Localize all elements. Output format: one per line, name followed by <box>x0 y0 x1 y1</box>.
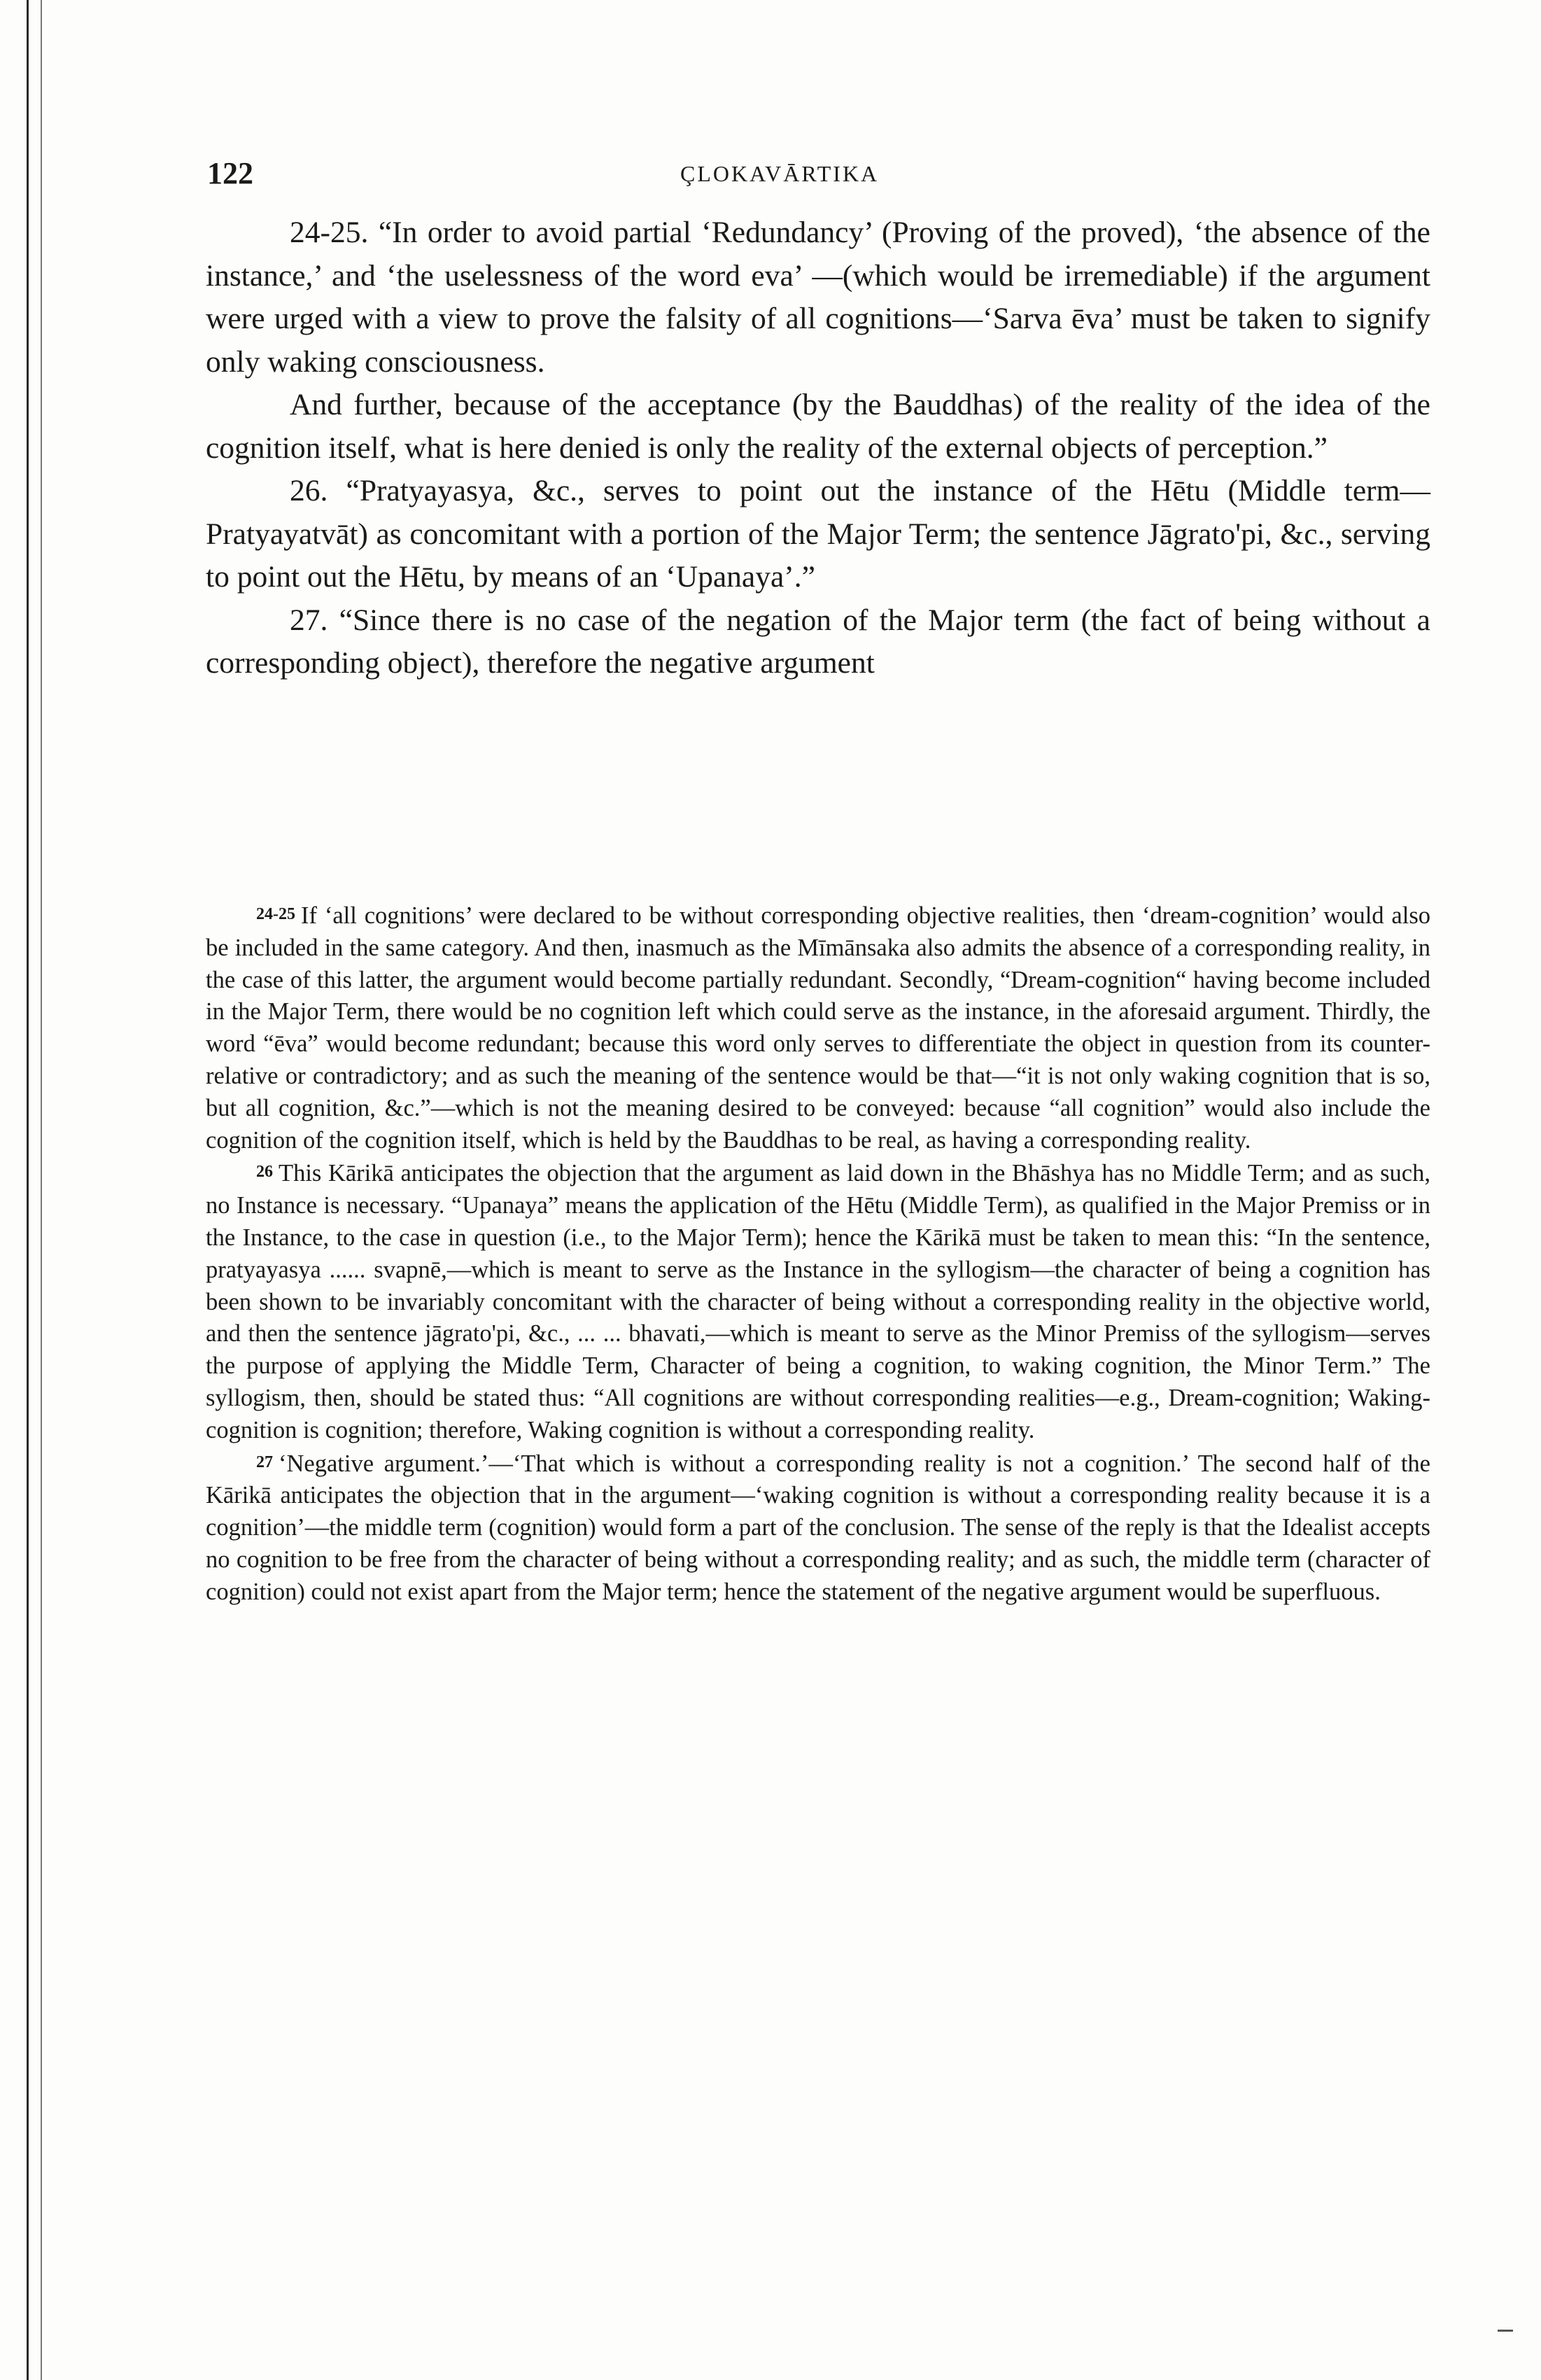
page-number: 122 <box>207 156 253 190</box>
footnote <box>206 1447 1430 1609</box>
scan-binding-edge <box>27 0 29 2380</box>
footnote <box>206 1156 1430 1446</box>
footnote-text: ‘Negative argument.’—‘That which is without a corresponding reality is not a cognition.’ The second half of the Kārikā anticipates the objection that in the argument—‘waking cognition is without a corresponding reality because it is a cognition’—the middle term (cognition) would form a part of the conclusion. The sense of the reply is that the Idealist accepts no cognition to be free from the character of being without a corresponding reality; and as such, the middle term (character of cognition) could not exist apart from the Major term; hence the statement of the negative argument would be superfluous. <box>206 1450 1430 1605</box>
running-title: ÇLOKAVĀRTIKA <box>680 161 880 186</box>
scan-binding-edge-inner <box>41 0 42 2380</box>
footnotes <box>206 899 1430 1609</box>
main-text <box>206 211 1430 685</box>
page-header <box>207 155 1446 197</box>
verse-24-25-continued: And further, because of the acceptance (by the Bauddhas) of the reality of the idea of the cognition itself, what is here denied is only the reality of the external objects of perception.” <box>206 388 1430 465</box>
verse-24-25: 24-25. “In order to avoid partial ‘Redundancy’ (Proving of the proved), ‘the absence of the instance,’ and ‘the uselessness of the word eva’ —(which would be irremediable) if the argument were urged with a view to prove the falsity of all cognitions—‘Sarva ēva’ must be taken to signify only waking consciousness. <box>206 216 1430 379</box>
footnote-text: If ‘all cognitions’ were declared to be without corresponding objective realities, then ‘dream-cognition’ would also be included in the same category. And then, inasmuch as the Mīmānsaka also admits the absence of a corresponding reality, in the case of this latter, the argument would become partially redundant. Secondly, “Dream-cognition“ having become included in the Major Term, there would be no cognition left which could serve as the instance, in the aforesaid argument. Thirdly, the word “ēva” would become redundant; because this word only serves to differentiate the object in question from its counter-relative or contradictory; and as such the meaning of the sentence would be that—“it is not only waking cognition that is so, but all cognition, &c.”—which is not the meaning desired to be conveyed: because “all cognition” would also include the cognition of the cognition itself, which is held by the Bauddhas to be real, as having a corresponding reality. <box>206 902 1430 1154</box>
verse-26: 26. “Pratyayasya, &c., serves to point out the instance of the Hētu (Middle term—Pratyayatvāt) as concomitant with a portion of the Major Term; the sentence Jāgrato'pi, &c., serving to point out the Hētu, by means of an ‘Upanaya’.” <box>206 474 1430 594</box>
footnote-mark: 24-25 <box>256 905 295 923</box>
footnote <box>206 899 1430 1156</box>
footnote-text: This Kārikā anticipates the objection that the argument as laid down in the Bhāshya has no Middle Term; and as such, no Instance is necessary. “Upanaya” means the application of the Hētu (Middle Term), as qualified in the Major Premiss or in the Instance, to the case in question (i.e., to the Major Term); hence the Kārikā must be taken to mean this: “In the sentence, pratyayasya ...... svapnē,—which is meant to serve as the Instance in the syllogism—the character of being a cognition has been shown to be invariably concomitant with the character of being without a corresponding reality in the objective world, and then the sentence jāgrato'pi, &c., ... ... bhavati,—which is meant to serve as the Minor Premiss of the syllogism—serves the purpose of applying the Middle Term, Character of being a cognition, to waking cognition, the Minor Term.” The syllogism, then, should be stated thus: “All cognitions are without corresponding realities—e.g., Dream-cognition; Waking-cognition is cognition; therefore, Waking cognition is without a corresponding reality. <box>206 1160 1430 1443</box>
footnote-mark: 27 <box>256 1452 273 1471</box>
verse-27: 27. “Since there is no case of the negation of the Major term (the fact of being without a corresponding object), therefore the negative argument <box>206 603 1430 680</box>
scan-corner-mark <box>1498 2330 1513 2332</box>
footnote-mark: 26 <box>256 1163 273 1182</box>
